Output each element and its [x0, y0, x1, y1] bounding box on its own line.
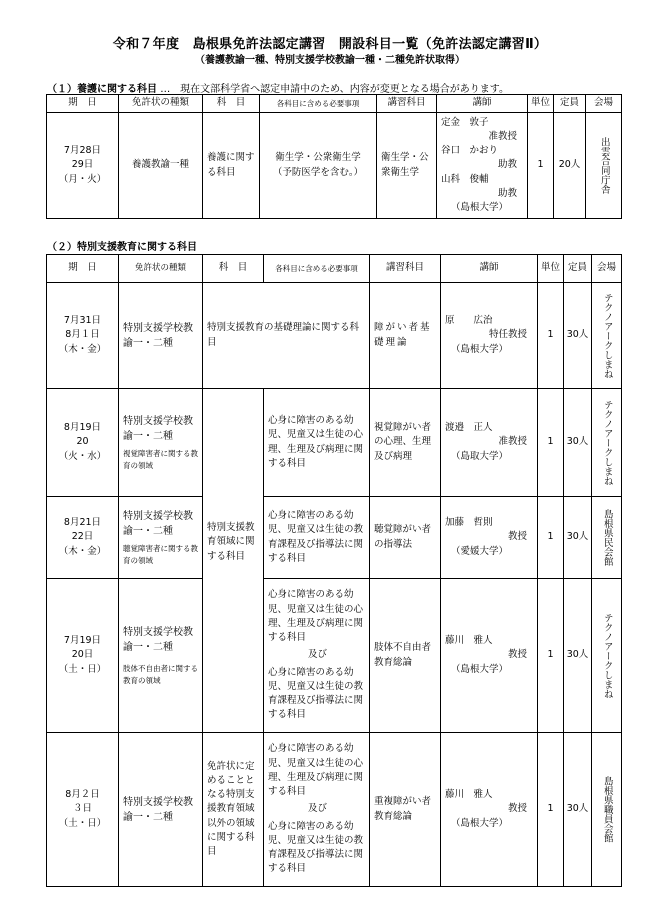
col-capacity: 定員: [564, 255, 592, 283]
section2-table: [46, 254, 622, 887]
venue-cell: テクノアークしまね: [592, 389, 622, 497]
venue-cell: 島根県民会館: [592, 497, 622, 579]
lecturer-name: 谷口 かおり: [441, 145, 499, 157]
col-license: 免許状の種類: [119, 95, 203, 113]
license-cell: 特別支援学校教諭一・二種 視覚障害者に関する教育の領域: [119, 389, 203, 497]
course-cell: 衛生学・公衆衛生学: [377, 113, 437, 219]
col-units: 単位: [538, 255, 564, 283]
subject-cell: 養護に関する科目: [203, 113, 260, 219]
subject-cell: 特別支援教育の基礎理論に関する科目: [203, 283, 370, 389]
lecturer-affiliation: （島取大学）: [451, 450, 509, 462]
col-capacity: 定員: [554, 95, 586, 113]
shared-subject-cell: 特別支援教育領域に関する科目: [203, 389, 264, 733]
lecturer-title: 助教: [497, 187, 517, 199]
units-cell: 1: [538, 733, 564, 887]
lecturer-cell: [441, 283, 538, 389]
date-cell: 8月２日 ３日 （土・日）: [47, 733, 119, 887]
lecturer-title: 准教授: [488, 130, 517, 142]
units-cell: 1: [538, 283, 564, 389]
col-course: 講習科目: [377, 95, 437, 113]
col-lecturer: 講師: [437, 95, 528, 113]
lecturer-title: 教授: [507, 803, 527, 815]
lecturer-affiliation: （愛媛大学）: [451, 545, 509, 557]
section2-header-row: [47, 255, 622, 283]
required-cell: 心身に障害のある幼児、児童又は生徒の心理、生理及び病理に関する科目 及び 心身に障害のある幼児、児童又は生徒の教育課程及び指導法に関する科目: [264, 733, 370, 887]
lecturer-title: 教授: [507, 531, 527, 543]
venue-cell: テクノアークしまね: [592, 579, 622, 733]
lecturer-affiliation: （島根大学）: [451, 343, 509, 355]
section1-header-row: [47, 95, 622, 113]
date-cell: 7月28日 29日 （月・火）: [47, 113, 119, 219]
course-cell: 視覚障がい者の心理、生理及び病理: [370, 389, 441, 497]
col-venue: 会場: [586, 95, 622, 113]
course-cell: 重複障がい者教育総論: [370, 733, 441, 887]
page-title: 令和７年度 島根県免許法認定講習 開設科目一覧（免許法認定講習Ⅱ）: [112, 37, 548, 52]
table-row: [47, 283, 622, 389]
section1-note: … 現在文部科学省へ認定申請中のため、内容が変更となる場合があります。: [160, 84, 509, 95]
date-cell: 8月19日 20 （火・水）: [47, 389, 119, 497]
section1-heading: （１）養護に関する科目: [47, 84, 157, 95]
lecturer-cell: [441, 733, 538, 887]
lecturer-cell: [437, 113, 528, 219]
table-row: [47, 389, 622, 497]
lecturer-name: 渡邉 正人: [445, 422, 493, 434]
table-row: [47, 579, 622, 733]
lecturer-cell: [441, 579, 538, 733]
date-cell: 7月19日 20日 （土・日）: [47, 579, 119, 733]
col-required: 各科目に含める必要事項: [260, 95, 377, 113]
col-date: 期 日: [47, 255, 119, 283]
required-cell: 心身に障害のある幼児、児童又は生徒の教育課程及び指導法に関する科目: [264, 497, 370, 579]
lecturer-name: 定金 敦子: [441, 116, 489, 128]
license-note: 視覚障害者に関する教育の領域: [123, 449, 198, 470]
required-cell: 心身に障害のある幼児、児童又は生徒の心理、生理及び病理に関する科目: [264, 389, 370, 497]
lecturer-affiliation: （島根大学）: [451, 817, 509, 829]
license-cell: 特別支援学校教諭一・二種: [119, 733, 203, 887]
lecturer-title: 教授: [507, 649, 527, 661]
license-note: 聴覚障害者に関する教育の領域: [123, 544, 198, 565]
section2-heading: （２）特別支援教育に関する科目: [47, 242, 197, 253]
col-subject: 科 目: [203, 95, 260, 113]
lecturer-affiliation: （島根大学）: [451, 663, 509, 675]
course-cell: 肢体不自由者教育総論: [370, 579, 441, 733]
section1-table: [46, 94, 622, 219]
required-cell: 衛生学・公衆衛生学 （予防医学を含む。）: [260, 113, 377, 219]
table-row: [47, 733, 622, 887]
course-cell: 聴覚障がい者の指導法: [370, 497, 441, 579]
col-course: 講習科目: [370, 255, 441, 283]
table-row: [47, 497, 622, 579]
lecturer-name: 加藤 哲則: [445, 517, 493, 529]
col-subject: 科 目: [203, 255, 264, 283]
units-cell: 1: [538, 579, 564, 733]
venue-cell: テクノアークしまね: [592, 283, 622, 389]
capacity-cell: 30人: [564, 579, 592, 733]
col-venue: 会場: [592, 255, 622, 283]
units-cell: 1: [538, 389, 564, 497]
course-cell: 障がい者基礎理論: [370, 283, 441, 389]
col-license: 免許状の種類: [119, 255, 203, 283]
capacity-cell: 30人: [564, 283, 592, 389]
units-cell: 1: [528, 113, 554, 219]
units-cell: 1: [538, 497, 564, 579]
col-date: 期 日: [47, 95, 119, 113]
capacity-cell: 30人: [564, 389, 592, 497]
license-cell: 養護教諭一種: [119, 113, 203, 219]
section1-header: [47, 80, 509, 95]
page-subtitle: （養護教諭一種、特別支援学校教諭一種・二種免許状取得）: [195, 55, 465, 66]
license-note: 肢体不自由者に関する教育の領域: [123, 664, 198, 685]
required-cell: 心身に障害のある幼児、児童又は生徒の心理、生理及び病理に関する科目 及び 心身に障害のある幼児、児童又は生徒の教育課程及び指導法に関する科目: [264, 579, 370, 733]
capacity-cell: 30人: [564, 733, 592, 887]
lecturer-title: 特任教授: [488, 329, 527, 341]
lecturer-title: 助教: [497, 159, 517, 171]
capacity-cell: 30人: [564, 497, 592, 579]
date-cell: 7月31日 8月１日 （木・金）: [47, 283, 119, 389]
subject-cell: 免許状に定めることとなる特別支援教育領域以外の領域に関する科目: [203, 733, 264, 887]
lecturer-name: 藤川 雅人: [445, 789, 493, 801]
license-cell: 特別支援学校教諭一・二種 肢体不自由者に関する教育の領域: [119, 579, 203, 733]
lecturer-name: 山科 俊輔: [441, 173, 489, 185]
license-cell: 特別支援学校教諭一・二種 聴覚障害者に関する教育の領域: [119, 497, 203, 579]
lecturer-cell: [441, 497, 538, 579]
date-cell: 8月21日 22日 （木・金）: [47, 497, 119, 579]
col-lecturer: 講師: [441, 255, 538, 283]
lecturer-affiliation: （島根大学）: [451, 202, 509, 214]
license-cell: 特別支援学校教諭一・二種: [119, 283, 203, 389]
col-required: 各科目に含める必要事項: [264, 255, 370, 283]
col-units: 単位: [528, 95, 554, 113]
venue-cell: 出雲合同庁舎: [586, 113, 622, 219]
capacity-cell: 20人: [554, 113, 586, 219]
lecturer-title: 准教授: [498, 436, 527, 448]
lecturer-name: 藤川 雅人: [445, 635, 493, 647]
venue-cell: 島根県職員会館: [592, 733, 622, 887]
lecturer-name: 原 広治: [445, 315, 493, 327]
table-row: [47, 113, 622, 219]
lecturer-cell: [441, 389, 538, 497]
